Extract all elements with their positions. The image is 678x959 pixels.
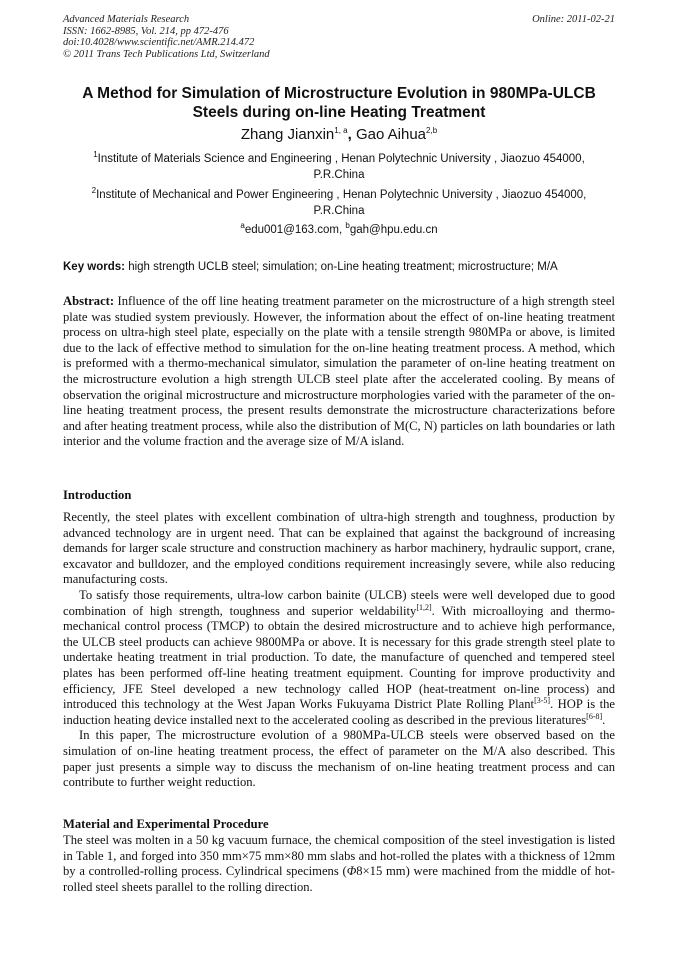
online-date: Online: 2011-02-21 [532,14,615,25]
email-b: gah@hpu.edu.cn [349,224,438,236]
methods-heading: Material and Experimental Procedure [63,817,269,831]
affiliation-2-line-1: Institute of Mechanical and Power Engineering , Henan Polytechnic University , Jiaozuo 454000, [96,189,587,201]
author-1-affil: 1, a [334,126,348,135]
citation: [1,2] [416,602,432,612]
affiliation-1-line-2: P.R.China [313,169,365,181]
author-2: Gao Aihua [355,126,427,143]
abstract-label: Abstract: [63,294,115,308]
intro-p2-text-d: . [602,712,606,727]
keywords-label: Key words: [63,261,125,273]
affiliation-1-sup: 1 [93,150,98,160]
methods-p1-text-a: The steel was molten in a 50 kg vacuum furnace, the chemical composition of the steel investigation is listed in Table 1, and forged into 350 mm×75 mm×80 mm slabs and hot-rolled the plates with a thickness of 12mm by a controlled-rolling process. Cylindrical specimens ( [63,833,615,879]
methods-p1-text-b: 8×15 mm) were machined from the middle of hot-rolled steel sheets parallel to the rolling direction. [63,864,616,894]
email-a-sup: a [240,221,245,231]
email-b-sup: b [345,221,350,231]
intro-paragraph-2 [63,588,615,728]
phi-symbol: Φ [346,864,357,879]
copyright-line: © 2011 Trans Tech Publications Ltd, Switzerland [63,48,270,60]
email-line [60,221,618,236]
introduction-body [63,510,615,791]
paper-title [40,84,638,122]
intro-p2-text-b: . With microalloying and thermo-mechanical control process (TMCP) to obtain the desired microstructure and to achieve high performance, the ULCB steel products can achieve 9800MPa or above. It is necessary for this grade strength steel plate to undertake heating treatment in trial production. To date, the manufacture of quenched and tempered steel plates has been performed off-line heating treatment equipment. Counting for improve productivity and efficiency, JFE Steel developed a new technology called HOP (heat-treatment on-line process) and introduced this technology at the West Japan Works Fukuyama District Plate Rolling Plant [63,603,615,712]
title-line-1: A Method for Simulation of Microstructure Evolution in 980MPa-ULCB [82,85,596,102]
introduction-heading: Introduction [63,488,132,502]
citation: [3-5] [534,695,551,705]
author-1: Zhang Jianxin [240,126,335,143]
intro-p2-text-c: . HOP is the induction heating device installed next to the accelerated cooling as described in the previous literatures [63,697,616,727]
citation: [6-8] [586,711,603,721]
affiliation-2 [60,187,618,219]
issn-line: ISSN: 1662-8985, Vol. 214, pp 472-476 [63,25,229,37]
keywords-text: high strength UCLB steel; simulation; on-Line heating treatment; microstructure; M/A [125,261,558,273]
intro-p2-text-a: To satisfy those requirements, ultra-low carbon bainite (ULCB) steels were well developed due to good combination of high strength, toughness and superior weldability [63,587,615,618]
affiliation-1 [60,151,618,183]
journal-name: Advanced Materials Research [63,14,190,25]
doi-line: doi:10.4028/www.scientific.net/AMR.214.472 [63,37,255,48]
running-header [63,14,615,60]
intro-paragraph-3: In this paper, The microstructure evolution of a 980MPa-ULCB steels were observed based on the simulation of on-line heating treatment process, the effect of parameter on the M/A also described. This paper just presents a simple way to discuss the mechanism of on-line heating treatment process and can contribute to further weight reduction. [63,728,615,790]
email-a: edu001@163.com, [244,224,346,236]
author-separator: , [347,126,356,143]
abstract [63,294,615,450]
keywords [63,261,623,273]
author-list [40,126,638,144]
author-2-affil: 2,b [426,126,438,135]
affiliation-1-line-1: Institute of Materials Science and Engineering , Henan Polytechnic University , Jiaozuo 454000, [97,153,585,165]
affiliation-2-sup: 2 [91,186,97,196]
title-line-2: Steels during on-line Heating Treatment [192,104,486,121]
methods-body [63,833,615,895]
intro-paragraph-1: Recently, the steel plates with excellent combination of ultra-high strength and toughness, production by advanced technology are in urgent need. That can be explained that against the background of increasing demands for larger scale structure and construction machinery as harbor machinery, hydraulic support, crane, excavator and bulldozer, and the employed conditions requirement increasingly severe, while also reducing manufacturing costs. [63,510,615,587]
abstract-text: Influence of the off line heating treatment parameter on the microstructure of a high strength steel plate was studied system previously. However, the information about the effect of on-line heating treatment process on ultra-high steel plate, especially on the plate with a tensile strength 980MPa or above, is limited due to the lack of effective method to simulation for the on-line heating treatment process. A method, which is preformed with a thermo-mechanical simulator, simulation the parameter of on-line heating treatment on the microstructure evolution a high strength ULCB steel plate after the accelerated cooling. By means of observation the original microstructure and microstructure morphologies varied with the parameter of the on-line heating treatment process, the present results demonstrate the microstructure characterizations before and after heating treatment process, while also the distribution of M(C, N) particles on lath boundaries or lath interior and the volume fraction and the average size of M/A island. [63,294,615,449]
methods-paragraph-1 [63,833,615,895]
affiliation-2-line-2: P.R.China [313,205,365,217]
